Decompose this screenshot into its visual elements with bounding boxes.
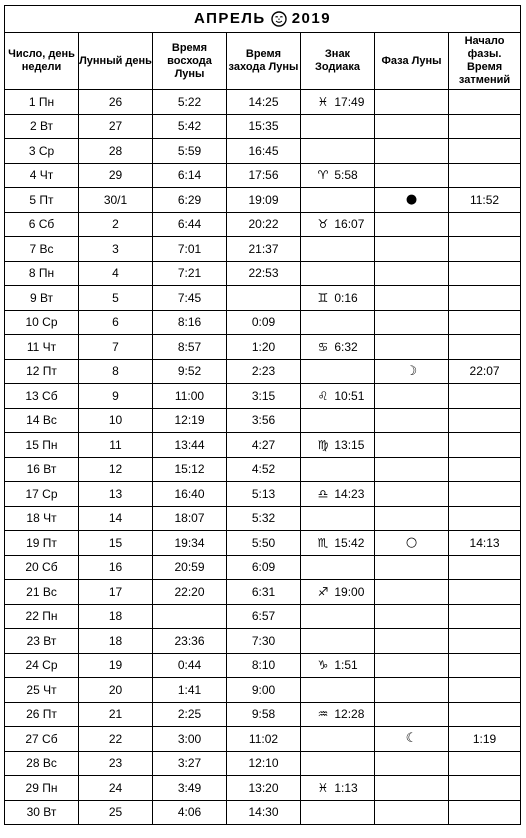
date-cell: 26 Пт [5, 702, 79, 727]
zodiac-cell [301, 286, 375, 311]
table-row [5, 212, 521, 237]
lunar-day-cell: 29 [79, 163, 153, 188]
zodiac-cell [301, 384, 375, 409]
zodiac-time: 17:49 [334, 94, 365, 109]
moon-phase-cell [375, 555, 449, 580]
moonrise-cell: 6:14 [153, 163, 227, 188]
table-row [5, 555, 521, 580]
moonset-cell: 4:27 [227, 433, 301, 458]
zodiac-cell [301, 776, 375, 801]
moonrise-cell: 6:44 [153, 212, 227, 237]
moonset-cell: 4:52 [227, 457, 301, 482]
title-year: 2019 [291, 10, 332, 28]
moonrise-cell [153, 604, 227, 629]
moonrise-cell: 23:36 [153, 629, 227, 654]
zodiac-cell [301, 678, 375, 703]
zodiac-time: 10:51 [334, 388, 365, 403]
zodiac-cell [301, 580, 375, 605]
lunar-day-cell: 17 [79, 580, 153, 605]
moon-phase-cell [375, 237, 449, 262]
date-cell: 13 Сб [5, 384, 79, 409]
phase-start-cell [449, 163, 521, 188]
zodiac-cell [301, 482, 375, 507]
table-row [5, 261, 521, 286]
date-cell: 5 Пт [5, 188, 79, 213]
phase-start-cell [449, 310, 521, 335]
date-cell: 21 Вс [5, 580, 79, 605]
lunar-day-cell: 4 [79, 261, 153, 286]
moon-phase-cell [375, 604, 449, 629]
zodiac-cell [301, 335, 375, 360]
moon-phase-cell [375, 653, 449, 678]
moonrise-cell: 20:59 [153, 555, 227, 580]
moonset-cell: 6:57 [227, 604, 301, 629]
moonset-cell: 8:10 [227, 653, 301, 678]
phase-start-cell [449, 433, 521, 458]
table-row [5, 506, 521, 531]
date-cell: 29 Пн [5, 776, 79, 801]
zodiac-cell [301, 702, 375, 727]
date-cell: 17 Ср [5, 482, 79, 507]
moonrise-cell: 15:12 [153, 457, 227, 482]
title-row [5, 6, 521, 33]
table-row [5, 433, 521, 458]
phase-start-cell [449, 114, 521, 139]
table-row [5, 482, 521, 507]
phase-start-cell [449, 653, 521, 678]
phase-start-cell [449, 139, 521, 164]
table-row [5, 653, 521, 678]
moon-phase-cell [375, 580, 449, 605]
zodiac-time: 6:32 [334, 339, 358, 354]
date-cell: 22 Пн [5, 604, 79, 629]
table-row [5, 188, 521, 213]
date-cell: 30 Вт [5, 800, 79, 825]
moonrise-cell: 3:49 [153, 776, 227, 801]
moonrise-cell: 3:27 [153, 751, 227, 776]
zodiac-cell [301, 90, 375, 115]
zodiac-cell [301, 408, 375, 433]
moon-phase-cell [375, 261, 449, 286]
zodiac-cell [301, 188, 375, 213]
lunar-day-cell: 5 [79, 286, 153, 311]
table-row [5, 604, 521, 629]
moon-phase-cell [375, 506, 449, 531]
zodiac-sign-icon: ♑ [317, 658, 329, 673]
moonset-cell: 2:23 [227, 359, 301, 384]
phase-start-cell [449, 90, 521, 115]
moonset-cell: 3:15 [227, 384, 301, 409]
lunar-day-cell: 9 [79, 384, 153, 409]
moonrise-cell: 7:01 [153, 237, 227, 262]
lunar-day-cell: 30/1 [79, 188, 153, 213]
lunar-day-cell: 11 [79, 433, 153, 458]
moonset-cell: 6:09 [227, 555, 301, 580]
phase-start-cell [449, 237, 521, 262]
zodiac-cell [301, 163, 375, 188]
moon-phase-cell [375, 678, 449, 703]
date-cell: 1 Пн [5, 90, 79, 115]
moon-phase-cell [375, 751, 449, 776]
date-cell: 16 Вт [5, 457, 79, 482]
moon-phase-cell [375, 114, 449, 139]
moonrise-cell: 4:06 [153, 800, 227, 825]
moon-phase-cell [375, 408, 449, 433]
lunar-day-cell: 18 [79, 604, 153, 629]
moonset-cell: 7:30 [227, 629, 301, 654]
lunar-day-cell: 14 [79, 506, 153, 531]
lunar-day-cell: 26 [79, 90, 153, 115]
date-cell: 27 Сб [5, 727, 79, 752]
date-cell: 10 Ср [5, 310, 79, 335]
header-date: Число, день недели [5, 33, 79, 90]
moon-phase-cell [375, 384, 449, 409]
zodiac-cell [301, 555, 375, 580]
header-zodiac: Знак Зодиака [301, 33, 375, 90]
moonset-cell: 19:09 [227, 188, 301, 213]
table-row [5, 163, 521, 188]
zodiac-cell [301, 751, 375, 776]
date-cell: 28 Вс [5, 751, 79, 776]
phase-start-cell [449, 776, 521, 801]
date-cell: 11 Чт [5, 335, 79, 360]
table-row [5, 800, 521, 825]
moon-phase-cell [375, 335, 449, 360]
zodiac-cell [301, 531, 375, 556]
moonset-cell: 11:02 [227, 727, 301, 752]
moon-phase-cell: ● [375, 188, 449, 213]
lunar-day-cell: 21 [79, 702, 153, 727]
moon-phase-cell [375, 457, 449, 482]
lunar-day-cell: 12 [79, 457, 153, 482]
moonset-cell: 17:56 [227, 163, 301, 188]
lunar-day-cell: 27 [79, 114, 153, 139]
zodiac-sign-icon: ♌ [317, 388, 329, 403]
moon-phase-cell [375, 433, 449, 458]
moon-phase-cell: ○ [375, 531, 449, 556]
table-row [5, 408, 521, 433]
phase-start-cell [449, 408, 521, 433]
zodiac-cell [301, 506, 375, 531]
zodiac-time: 12:28 [334, 707, 365, 722]
phase-start-cell [449, 212, 521, 237]
moonrise-cell: 7:45 [153, 286, 227, 311]
phase-start-cell [449, 678, 521, 703]
date-cell: 25 Чт [5, 678, 79, 703]
moonset-cell: 13:20 [227, 776, 301, 801]
table-body [5, 90, 521, 825]
header-lunar-day: Лунный день [79, 33, 153, 90]
table-row [5, 751, 521, 776]
zodiac-sign-icon: ♓ [317, 94, 329, 109]
zodiac-sign-icon: ♍ [317, 437, 329, 452]
header-row [5, 33, 521, 90]
moon-phase-cell: ☽ [375, 359, 449, 384]
date-cell: 12 Пт [5, 359, 79, 384]
moonrise-cell: 8:16 [153, 310, 227, 335]
header-phase-start: Начало фазы. Время затмений [449, 33, 521, 90]
moonrise-cell: 22:20 [153, 580, 227, 605]
moonrise-cell: 2:25 [153, 702, 227, 727]
lunar-day-cell: 18 [79, 629, 153, 654]
lunar-day-cell: 20 [79, 678, 153, 703]
date-cell: 20 Сб [5, 555, 79, 580]
phase-start-cell: 22:07 [449, 359, 521, 384]
moon-phase-cell [375, 163, 449, 188]
zodiac-sign-icon: ♋ [317, 339, 329, 354]
phase-start-cell: 14:13 [449, 531, 521, 556]
lunar-day-cell: 25 [79, 800, 153, 825]
zodiac-sign-icon: ♓ [317, 780, 329, 795]
moonset-cell [227, 286, 301, 311]
table-row [5, 310, 521, 335]
phase-start-cell: 11:52 [449, 188, 521, 213]
moonrise-cell: 5:59 [153, 139, 227, 164]
moon-phase-cell [375, 629, 449, 654]
phase-start-cell [449, 335, 521, 360]
table-row [5, 335, 521, 360]
table-row [5, 678, 521, 703]
table-row [5, 629, 521, 654]
table-row [5, 384, 521, 409]
date-cell: 9 Вт [5, 286, 79, 311]
moonset-cell: 15:35 [227, 114, 301, 139]
moonset-cell: 0:09 [227, 310, 301, 335]
date-cell: 19 Пт [5, 531, 79, 556]
moonset-cell: 5:32 [227, 506, 301, 531]
table-row [5, 776, 521, 801]
moonrise-cell: 13:44 [153, 433, 227, 458]
moon-phase-cell [375, 139, 449, 164]
lunar-day-cell: 10 [79, 408, 153, 433]
page-title [5, 6, 521, 33]
phase-start-cell [449, 384, 521, 409]
zodiac-cell [301, 261, 375, 286]
zodiac-cell [301, 727, 375, 752]
lunar-day-cell: 19 [79, 653, 153, 678]
moon-phase-cell [375, 286, 449, 311]
zodiac-cell [301, 139, 375, 164]
table-row [5, 90, 521, 115]
lunar-day-cell: 8 [79, 359, 153, 384]
table-row [5, 286, 521, 311]
moonset-cell: 22:53 [227, 261, 301, 286]
table-row [5, 139, 521, 164]
date-cell: 6 Сб [5, 212, 79, 237]
lunar-day-cell: 23 [79, 751, 153, 776]
moonrise-cell: 18:07 [153, 506, 227, 531]
table-row [5, 580, 521, 605]
lunar-day-cell: 24 [79, 776, 153, 801]
moonrise-cell: 5:22 [153, 90, 227, 115]
header-moonset: Время захода Луны [227, 33, 301, 90]
moon-phase-cell [375, 702, 449, 727]
lunar-day-cell: 2 [79, 212, 153, 237]
zodiac-sign-icon: ♏ [317, 535, 329, 550]
moonset-cell: 12:10 [227, 751, 301, 776]
zodiac-time: 13:15 [334, 437, 365, 452]
date-cell: 8 Пн [5, 261, 79, 286]
zodiac-time: 19:00 [334, 584, 365, 599]
zodiac-cell [301, 604, 375, 629]
zodiac-cell [301, 310, 375, 335]
date-cell: 7 Вс [5, 237, 79, 262]
phase-start-cell [449, 286, 521, 311]
date-cell: 23 Вт [5, 629, 79, 654]
zodiac-time: 5:58 [334, 168, 358, 183]
zodiac-time: 16:07 [334, 217, 365, 232]
zodiac-time: 14:23 [334, 486, 365, 501]
header-moonrise: Время восхода Луны [153, 33, 227, 90]
zodiac-sign-icon: ♊ [317, 290, 329, 305]
zodiac-time: 1:13 [334, 780, 358, 795]
zodiac-time: 1:51 [334, 658, 358, 673]
zodiac-sign-icon: ♒ [317, 707, 329, 722]
zodiac-cell [301, 237, 375, 262]
zodiac-cell [301, 433, 375, 458]
phase-start-cell [449, 580, 521, 605]
moonset-cell: 14:25 [227, 90, 301, 115]
phase-start-cell [449, 506, 521, 531]
table-row [5, 114, 521, 139]
date-cell: 4 Чт [5, 163, 79, 188]
date-cell: 14 Вс [5, 408, 79, 433]
zodiac-cell [301, 212, 375, 237]
title-month: АПРЕЛЬ [193, 10, 266, 28]
moonrise-cell: 7:21 [153, 261, 227, 286]
phase-start-cell [449, 629, 521, 654]
moonrise-cell: 9:52 [153, 359, 227, 384]
phase-start-cell [449, 457, 521, 482]
table-row [5, 702, 521, 727]
moonrise-cell: 6:29 [153, 188, 227, 213]
lunar-day-cell: 15 [79, 531, 153, 556]
moon-face-icon [271, 11, 287, 27]
moonrise-cell: 12:19 [153, 408, 227, 433]
moonset-cell: 5:50 [227, 531, 301, 556]
phase-start-cell [449, 800, 521, 825]
lunar-day-cell: 7 [79, 335, 153, 360]
phase-start-cell [449, 751, 521, 776]
moonset-cell: 1:20 [227, 335, 301, 360]
moon-phase-cell [375, 776, 449, 801]
zodiac-sign-icon: ♐ [317, 584, 329, 599]
moonset-cell: 5:13 [227, 482, 301, 507]
moonrise-cell: 11:00 [153, 384, 227, 409]
moonrise-cell: 0:44 [153, 653, 227, 678]
moonset-cell: 6:31 [227, 580, 301, 605]
zodiac-time: 15:42 [334, 535, 365, 550]
date-cell: 2 Вт [5, 114, 79, 139]
zodiac-sign-icon: ♉ [317, 217, 329, 232]
phase-start-cell: 1:19 [449, 727, 521, 752]
moon-phase-cell: ☾ [375, 727, 449, 752]
lunar-day-cell: 16 [79, 555, 153, 580]
moonset-cell: 14:30 [227, 800, 301, 825]
moon-phase-cell [375, 90, 449, 115]
table-row [5, 531, 521, 556]
moonrise-cell: 3:00 [153, 727, 227, 752]
moonrise-cell: 16:40 [153, 482, 227, 507]
phase-start-cell [449, 261, 521, 286]
date-cell: 24 Ср [5, 653, 79, 678]
zodiac-cell [301, 653, 375, 678]
table-row [5, 359, 521, 384]
lunar-day-cell: 13 [79, 482, 153, 507]
moonrise-cell: 5:42 [153, 114, 227, 139]
phase-start-cell [449, 702, 521, 727]
moon-phase-cell [375, 310, 449, 335]
moonrise-cell: 8:57 [153, 335, 227, 360]
moon-phase-cell [375, 800, 449, 825]
zodiac-cell [301, 629, 375, 654]
moonset-cell: 21:37 [227, 237, 301, 262]
moonset-cell: 9:00 [227, 678, 301, 703]
lunar-day-cell: 6 [79, 310, 153, 335]
moonset-cell: 16:45 [227, 139, 301, 164]
zodiac-cell [301, 457, 375, 482]
lunar-day-cell: 28 [79, 139, 153, 164]
header-phase: Фаза Луны [375, 33, 449, 90]
date-cell: 3 Ср [5, 139, 79, 164]
moon-calendar-sheet [4, 5, 520, 825]
moon-calendar-table [4, 5, 521, 825]
moonset-cell: 20:22 [227, 212, 301, 237]
moonset-cell: 3:56 [227, 408, 301, 433]
moonrise-cell: 19:34 [153, 531, 227, 556]
moon-phase-cell [375, 482, 449, 507]
zodiac-sign-icon: ♈ [317, 168, 329, 183]
zodiac-cell [301, 800, 375, 825]
date-cell: 15 Пн [5, 433, 79, 458]
phase-start-cell [449, 604, 521, 629]
moon-phase-cell [375, 212, 449, 237]
phase-start-cell [449, 555, 521, 580]
lunar-day-cell: 22 [79, 727, 153, 752]
zodiac-cell [301, 359, 375, 384]
table-row [5, 457, 521, 482]
table-row [5, 727, 521, 752]
zodiac-time: 0:16 [334, 290, 358, 305]
zodiac-sign-icon: ♎ [317, 486, 329, 501]
lunar-day-cell: 3 [79, 237, 153, 262]
table-row [5, 237, 521, 262]
moonrise-cell: 1:41 [153, 678, 227, 703]
date-cell: 18 Чт [5, 506, 79, 531]
moonset-cell: 9:58 [227, 702, 301, 727]
phase-start-cell [449, 482, 521, 507]
zodiac-cell [301, 114, 375, 139]
